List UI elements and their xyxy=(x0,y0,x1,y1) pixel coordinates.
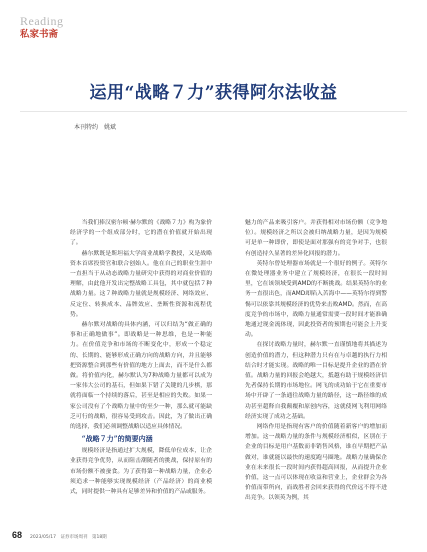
page-footer xyxy=(12,530,107,540)
body-paragraph: 在探讨战略力量时，赫尔默一直谨慎地将其描述为创造价值的潜力，但这种潜力只有在与卓越的执行力相结合时才能实现。战略的唯一目标是提升企业的潜在价值。战略力量的回报会绝越大，抵越有助于规模经济信先者保持长期的市场地位。网飞的成功始于它在重要市场中开辟了一条通往战略力量的路径，这一路径维的成功甚至超释自我颠覆和原创内容，这就使网飞利用网络经济实现了成功之基础。 xyxy=(245,342,387,420)
section-label-cn: 私家书斋 xyxy=(20,29,59,40)
section-subhead: “战略７力”的简要内涵 xyxy=(81,434,153,444)
body-paragraph: 赫尔默既是斯坦福大学商业战略学教授，又是战略资本首席投资官和联合创始人。他在自己的职业生涯中一直担当于从动态战略力量研究中获得的对商业价值的理解，由此他开发出完整战略工具包，其中就包括７种战略力量。这７种战略力量就是规模经济、网络效应、反定位、转换成本、品牌效应、垄断性资源和流程优势。 xyxy=(70,250,212,318)
body-paragraph: 网络作用是指现有客户的价值随着新客户的增加而增加。这一战略力量的条件与规模经济相似，区别在于企业的目标是用户基数而非销售风格，谁在早期把产品做对，谁就能以最快的速度跑马圈地。战略力量确保企业在未来很长一段时间内获得超高回报，从而提升企业价值，这一点可以体现在收益和营业上，企业群会为各价值而带所向，而战胜者会回来获得的代价远不得不进出竞争。以领英为例，其 xyxy=(245,424,387,502)
section-label-en: Reading xyxy=(20,14,64,28)
right-column xyxy=(245,218,387,504)
body-paragraph: 当我们捧汉密尔顿·赫尔默的《战略７力》构为象价经济学的一个组成部分时，它的潜在价值就开始出现了。 xyxy=(70,220,212,247)
title-divider xyxy=(20,111,407,112)
body-paragraph: 魅力的产品来吸引客户。并获得相对市场份额（竞争地位）。规模经济之所以会被归纳战略力量，是因为规模可是单一种即价，即使是面对那强有的竞争对手，也很有创造持久显著的差异化回报的潜力。 xyxy=(245,220,387,257)
body-paragraph: 英特尔曾处理器市场就是一个很好的例子。英特尔在微处理器业务中建立了规模经济，在很长一段时间里，它在该领域受到AMD的不断挑战。结果英特尔的业务一直很出色，而AMD却陷入苦海中——英特尔得到警惕可以依靠其规模经济的优势来击败AMD。然而，在高度竞争的市场中，战略力量通常需要一段时间才能准确地通过现金流体现，因此投资者的预期也可能会上升变动。 xyxy=(245,260,387,339)
body-paragraph: 赫尔默对战略的具体内涵，可以归结为“做正确的事和正确地做事”。即战略是一种思维，也是一种能力。在价值竞争和市场的不断变化中，形成一个稳定的、长期的、能够形成正确方向的战略方向，并且能够把资源整合到那些有价值的地方上面去，而不是什么都做。将价值内化，赫尔默认为7种战略力量都可以成为一家伟大公司的基石，但如果下错了关键的几步棋，那就将面临一个持续的落后，甚至是相应的失败。如果一家公司没有了个战略力量中的至少一种，那么就可能缺乏可行的战略，很容易受到攻击。因此，为了做出正确的选择，我们必须调整战略以适应具体情况。 xyxy=(70,322,212,431)
left-column xyxy=(70,218,212,497)
footer-meta: 2023/05/17 证券市场周刊 第18期 xyxy=(30,535,107,540)
article-title: 运用“战略７力”获得阿尔法收益 xyxy=(89,83,338,103)
section-header xyxy=(20,14,64,41)
article-byline: 本刊特约 姚斌 xyxy=(74,124,117,131)
body-paragraph: 规模经济是指通过扩大规模，降低单位成本，让企业获得竞争优势，从而阻击潮随者的挑战，保持原有的市场份额不被蚕食。为了获得第一种战略力量，企业必须追求一种能够实现规模经济（产品经济）的商业模式，同时提供一种具有足够差异和价值的产品或服务。 xyxy=(70,448,212,496)
page-number: 68 xyxy=(12,530,23,540)
